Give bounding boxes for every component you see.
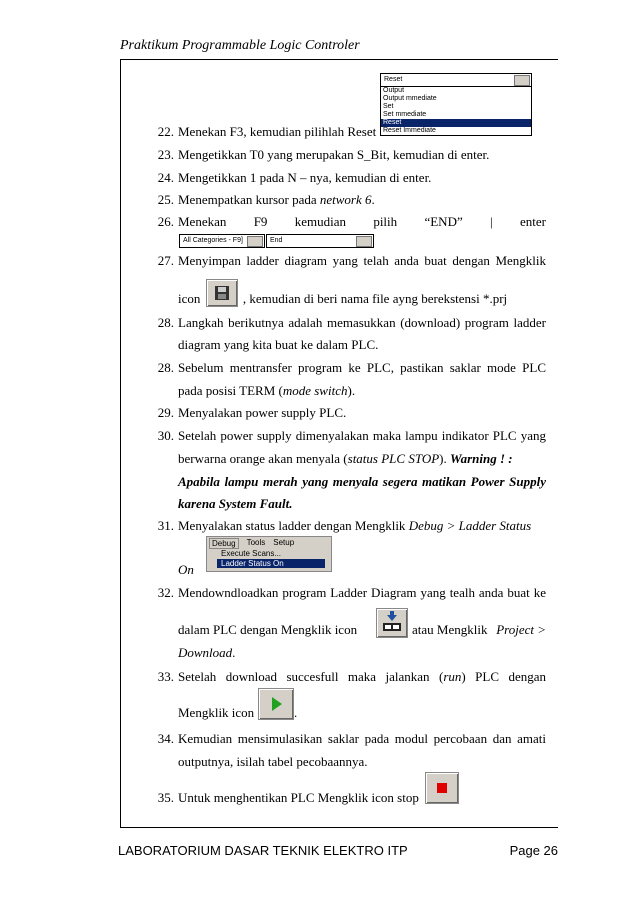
- text-part: Setelah download succesfull maka jalankan (: [178, 669, 444, 684]
- text-italic: network 6: [319, 192, 372, 207]
- text-part: Menyalakan status ladder dengan Mengklik: [178, 518, 409, 533]
- menu-setup[interactable]: Setup: [273, 538, 295, 547]
- item-text: Langkah berikutnya adalah memasukkan (download) program ladder: [178, 315, 546, 330]
- item-text: [178, 669, 546, 685]
- list-item[interactable]: Reset Immediate: [383, 127, 436, 134]
- word: kemudian: [294, 214, 346, 229]
- combo-label: All Categories - F9]: [183, 237, 243, 244]
- item-30-line4: karena System Fault.: [178, 496, 293, 511]
- menu-item-execute-scans[interactable]: Execute Scans...: [221, 549, 282, 558]
- item-text: [178, 790, 546, 806]
- text-italic: mode switch: [282, 383, 348, 398]
- item-number: 28.: [157, 315, 174, 330]
- word: enter: [519, 214, 546, 229]
- run-icon-glyph: [259, 689, 293, 719]
- item-number: 28.: [157, 360, 174, 375]
- text-part: ).: [439, 451, 450, 466]
- item-text: [178, 192, 546, 208]
- list-item[interactable]: Set: [383, 103, 394, 110]
- word: “END”: [424, 214, 463, 229]
- text-part: .: [371, 192, 375, 207]
- word: pilih: [373, 214, 398, 229]
- list-item[interactable]: Output: [383, 87, 405, 94]
- save-icon-glyph: [207, 280, 237, 306]
- menu-tools[interactable]: Tools: [246, 538, 266, 547]
- footer-lab-name: LABORATORIUM DASAR TEKNIK ELEKTRO ITP: [118, 843, 408, 858]
- item-33-line2: [178, 705, 546, 721]
- text-part: icon: [178, 291, 201, 306]
- text-italic: Debug > Ladder Status: [408, 518, 532, 533]
- item-text: Menyalakan power supply PLC.: [178, 405, 347, 420]
- list-item[interactable]: Set mmediate: [383, 111, 427, 118]
- item-number: 32.: [157, 585, 174, 600]
- instruction-combo[interactable]: [266, 234, 374, 248]
- category-combo[interactable]: [179, 234, 265, 248]
- text-part: ) PLC dengan: [461, 669, 546, 684]
- chevron-down-icon[interactable]: [514, 75, 530, 86]
- chevron-down-icon[interactable]: [356, 236, 372, 247]
- item-number: 27.: [157, 253, 174, 268]
- text-italic: Project >: [496, 622, 546, 637]
- header-rule: [120, 59, 558, 60]
- menu-debug[interactable]: Debug: [209, 538, 239, 549]
- item-text: Kemudian mensimulasikan saklar pada modul percobaan dan amati: [178, 731, 546, 746]
- item-text: Menyimpan ladder diagram yang telah anda buat dengan Mengklik: [178, 253, 546, 268]
- item-text: Mengetikkan 1 pada N – nya, kemudian di enter.: [178, 170, 432, 185]
- save-icon[interactable]: [206, 279, 238, 307]
- text-part: ).: [347, 383, 356, 398]
- item-text: Mengetikkan T0 yang merupakan S_Bit, kemudian di enter.: [178, 147, 490, 162]
- item-28a-line2: diagram yang kita buat ke dalam PLC.: [178, 337, 379, 352]
- item-number: 24.: [157, 170, 174, 185]
- menu-item-ladder-status-on[interactable]: Ladder Status On: [217, 559, 325, 568]
- list-item[interactable]: Output mmediate: [383, 95, 437, 102]
- item-28b-line2: [178, 383, 546, 399]
- menu-bar: [209, 538, 294, 549]
- run-icon[interactable]: [258, 688, 294, 720]
- word: |: [490, 214, 493, 229]
- download-icon[interactable]: [376, 608, 408, 638]
- item-number: 22.: [157, 124, 174, 139]
- item-text: Mendowndloadkan program Ladder Diagram yang tealh anda buat ke: [178, 585, 546, 600]
- item-30-line2: [178, 451, 546, 467]
- text-part: pada posisi TERM (: [178, 383, 283, 398]
- item-number: 33.: [157, 669, 174, 684]
- text-part: .: [294, 705, 298, 720]
- text-part: Mengklik icon: [178, 705, 255, 720]
- item-number: 31.: [157, 518, 174, 533]
- item-34-line2: outputnya, isilah tabel pecobaannya.: [178, 754, 368, 769]
- item-text: [178, 214, 546, 230]
- text-part: berwarna orange akan menyala (: [178, 451, 348, 466]
- reset-combo[interactable]: [380, 73, 532, 87]
- text-italic: On: [178, 562, 194, 577]
- text-italic: run: [443, 669, 462, 684]
- page-footer: [118, 843, 558, 858]
- item-32-line3: [178, 645, 546, 661]
- chevron-down-icon[interactable]: [247, 236, 263, 247]
- text-part: dalam PLC dengan Mengklik icon: [178, 622, 358, 637]
- text-part: .: [232, 645, 236, 660]
- list-item-selected[interactable]: Reset: [381, 119, 531, 127]
- item-text: Setelah power supply dimenyalakan maka lampu indikator PLC yang: [178, 428, 546, 443]
- item-number: 34.: [157, 731, 174, 746]
- item-number: 26.: [157, 214, 174, 229]
- left-margin-rule: [120, 59, 121, 827]
- combo-selected-label: Reset: [384, 76, 403, 83]
- page-header-title: Praktikum Programmable Logic Controler: [120, 38, 360, 53]
- item-number: 25.: [157, 192, 174, 207]
- text-italic: status PLC STOP: [347, 451, 440, 466]
- text-part: Untuk menghentikan PLC Mengklik icon stop: [178, 790, 419, 805]
- item-number: 23.: [157, 147, 174, 162]
- item-number: 29.: [157, 405, 174, 420]
- stop-icon-glyph: [426, 773, 458, 803]
- text-part: Menempatkan kursor pada: [178, 192, 320, 207]
- download-icon-glyph: [377, 609, 407, 637]
- word: Menekan: [178, 214, 227, 229]
- footer-rule: [120, 827, 558, 828]
- stop-icon[interactable]: [425, 772, 459, 804]
- item-number: 30.: [157, 428, 174, 443]
- warning-label: Warning ! :: [450, 451, 513, 466]
- footer-page-number: Page 26: [509, 843, 558, 858]
- item-number: 35.: [157, 790, 174, 805]
- text-part: atau Mengklik: [412, 622, 488, 637]
- item-text: Sebelum mentransfer program ke PLC, pastikan saklar mode PLC: [178, 360, 546, 375]
- item-30-line3: Apabila lampu merah yang menyala segera matikan Power Supply: [178, 474, 546, 489]
- item-32-line2: [178, 622, 546, 638]
- item-text: Menekan F3, kemudian pilihlah Reset: [178, 124, 377, 139]
- word: F9: [253, 214, 268, 229]
- text-part: , kemudian di beri nama file ayng berekstensi *.prj: [242, 291, 508, 306]
- combo-label: End: [270, 237, 283, 244]
- item-text: [178, 518, 546, 534]
- item-31-line2: [178, 562, 546, 578]
- text-italic: Download: [178, 645, 233, 660]
